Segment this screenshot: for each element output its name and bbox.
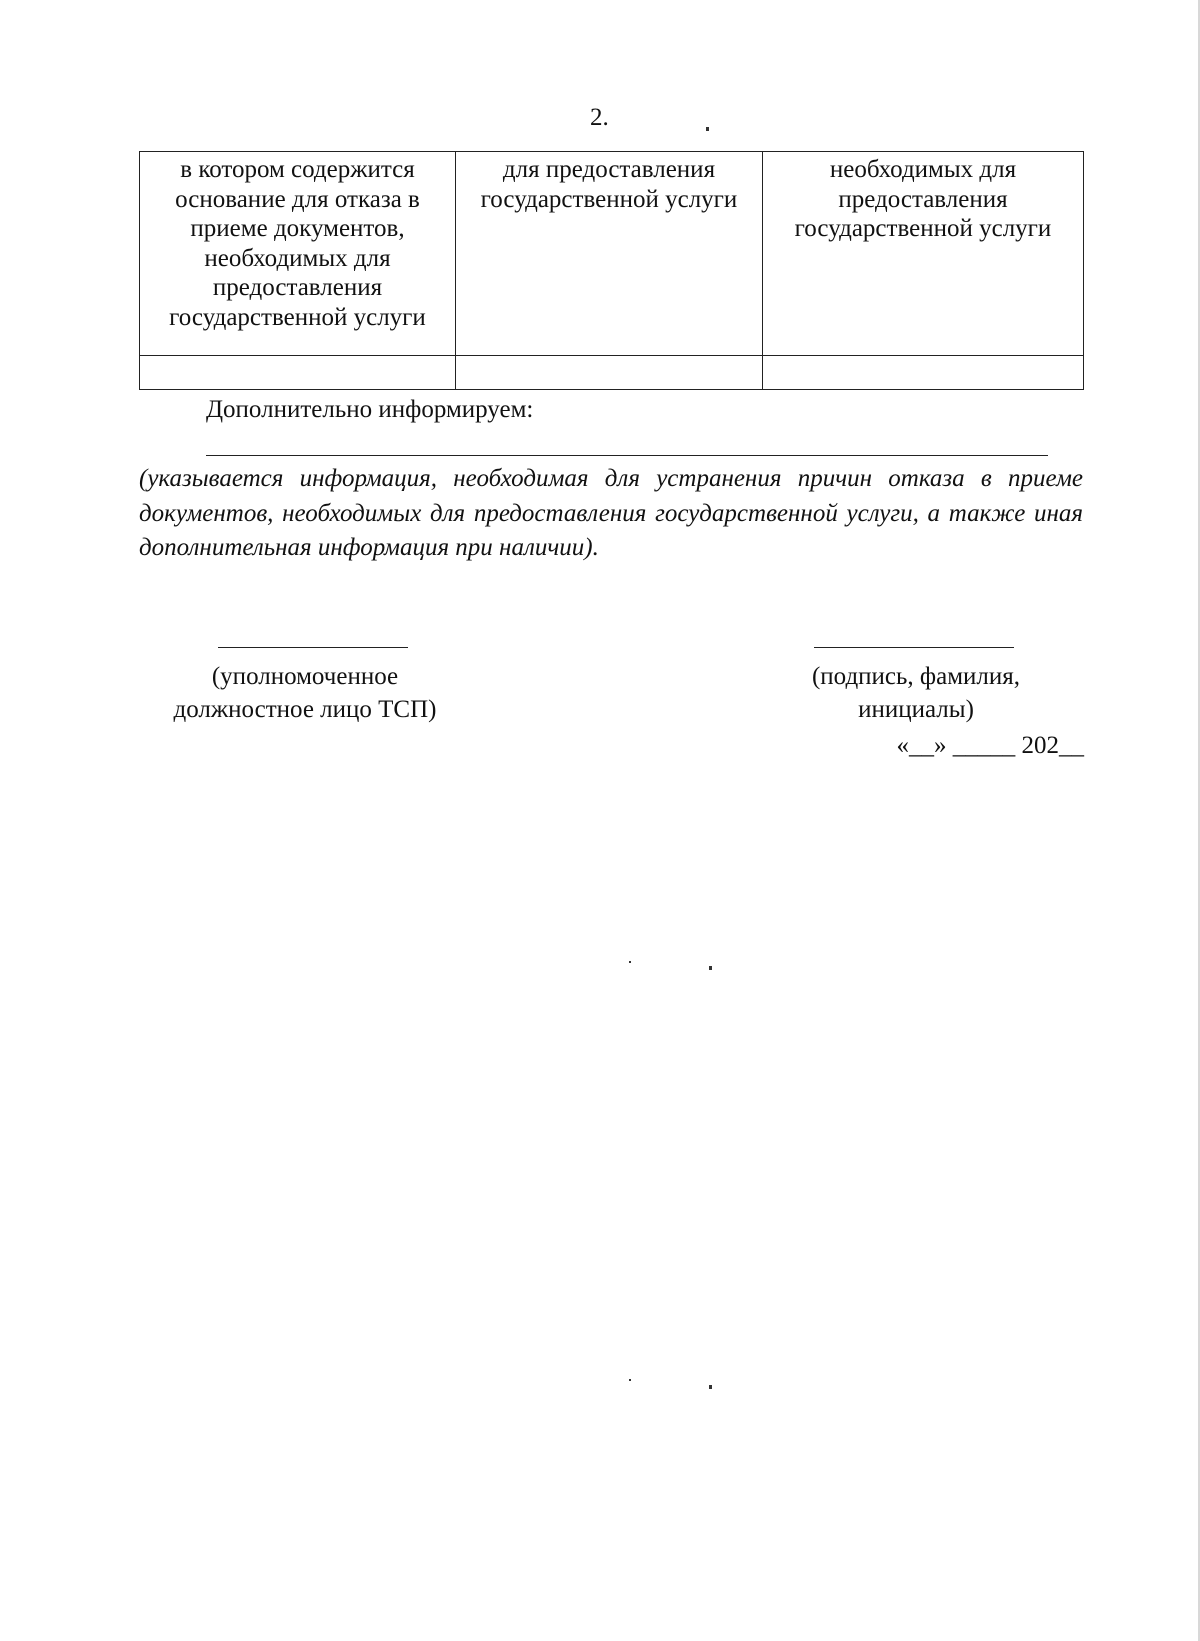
table-cell — [140, 356, 456, 390]
refusal-table — [139, 151, 1084, 390]
date-line: «__» _____ 202__ — [896, 732, 1084, 759]
additional-info-fill-line — [206, 455, 1048, 456]
stray-mark — [629, 961, 631, 963]
additional-info-label: Дополнительно информируем: — [206, 396, 534, 423]
official-caption — [150, 660, 460, 726]
table-cell — [456, 356, 763, 390]
table-header-row — [140, 152, 1084, 356]
stray-mark — [706, 127, 709, 131]
table-row — [140, 356, 1084, 390]
table-cell: в котором содержится основание для отказа в приеме документов, необходимых для предоставления государственной услуги — [140, 152, 456, 356]
official-caption-line: должностное лицо ТСП) — [173, 696, 437, 723]
signature-caption — [786, 660, 1046, 726]
table-cell: необходимых для предоставления государственной услуги — [763, 152, 1084, 356]
page-number — [590, 104, 609, 132]
page-number-dot: . — [602, 104, 609, 131]
stray-mark — [709, 1385, 712, 1389]
table-cell — [763, 356, 1084, 390]
official-signature-line — [218, 647, 408, 648]
additional-info-instruction: (указывается информация, необходимая для устранения причин отказа в приеме документов, необходимых для предоставления государственной услуги, а также иная дополнительная информация при наличии). — [139, 465, 1083, 561]
table-cell: для предоставления государственной услуги — [456, 152, 763, 356]
stray-mark — [709, 966, 712, 970]
official-caption-line: (уполномоченное — [211, 663, 399, 690]
signature-caption-line: (подпись, фамилия, — [811, 663, 1021, 690]
signature-name-line — [814, 647, 1014, 648]
page-number-value: 2 — [590, 104, 603, 131]
signature-caption-line: инициалы) — [858, 696, 974, 723]
stray-mark — [629, 1379, 631, 1381]
